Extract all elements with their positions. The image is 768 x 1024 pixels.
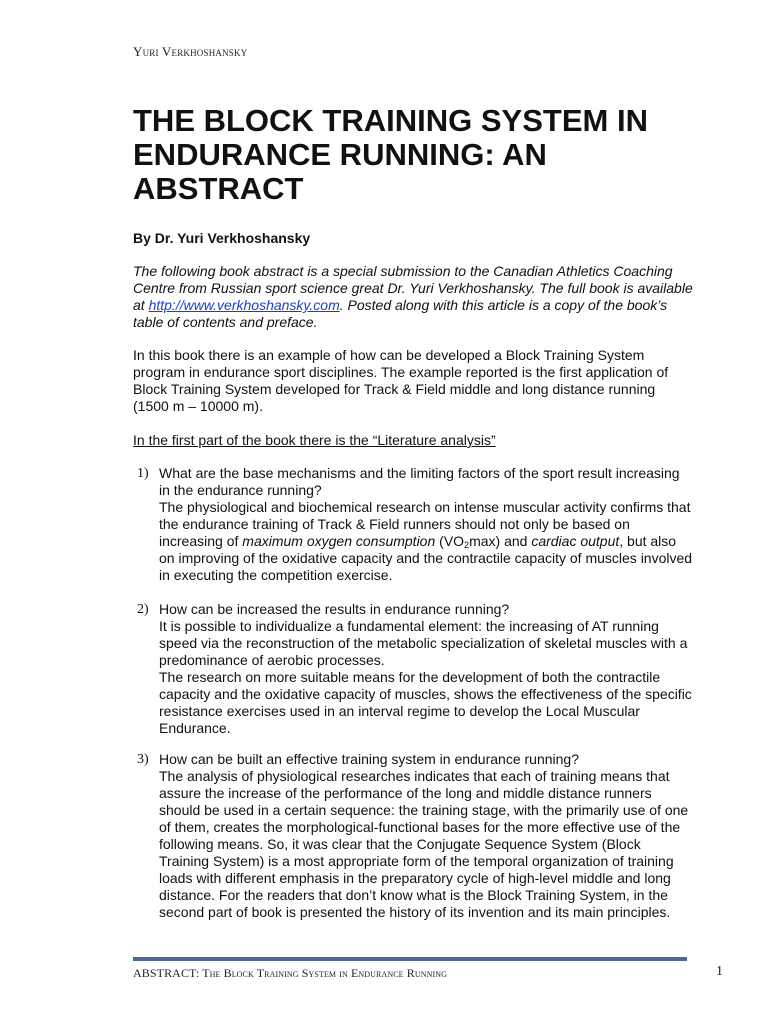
question-text: What are the base mechanisms and the limiting factors of the sport result increasing in the endurance running? [159,465,680,498]
answer-text-part: , but also on improving of the oxidative capacity and the contractile capacity of muscles involved in executing the competition exercise. [159,533,693,583]
book-description-paragraph: In this book there is an example of how can be developed a Block Training System program in endurance sport disciplines. The example reported is the first application of Block Training System developed for Track & Field middle and long distance running (1500 m – 10000 m). [133,347,669,414]
byline: By Dr. Yuri Verkhoshansky [133,230,311,246]
answer-text: The research on more suitable means for the development of both the contractile capacity and the oxidative capacity of muscles, shows the effectiveness of the specific resistance exercises used in an interval regime to develop the Local Muscular Endurance. [159,669,692,736]
item-number: 3) [137,752,149,767]
answer-text: The analysis of physiological researches indicates that each of training means that assure the increase of the performance of the long and middle distance runners should be used in a certain sequence: the training stage, with the primarily use of one of them, creates the morphological-functional bases for the more effective use of the following means. So, it was clear that the Conjugate Sequence System (Block Training System) is a most appropriate form of the temporal organization of training loads with different emphasis in the preparatory cycle of high-level middle and long distance. For the readers that don’t know what is the Block Training System, in the second part of book is presented the history of its invention and its main principles. [159,768,689,920]
answer-text-part: (VO [435,533,465,549]
question-text: How can be built an effective training system in endurance running? [159,751,579,767]
intro-text-2: . Posted along with this article is a copy of the book’s table of contents and preface. [133,297,668,330]
website-link[interactable]: http://www.verkhoshansky.com [148,297,340,313]
answer-text: It is possible to individualize a fundamental element: the increasing of AT running speed via the reconstruction of the metabolic specialization of skeletal muscles with a predominance of aerobic processes. [159,618,688,668]
footer-title: ABSTRACT: The Block Training System in Endurance Running [133,966,448,980]
question-item-2 [133,601,693,737]
answer-text [159,499,693,584]
page-number: 1 [716,964,723,979]
running-head: Yuri Verkhoshansky [133,44,248,59]
emphasis-text: cardiac output [531,533,620,549]
answer-text-part: The physiological and biochemical research on intense muscular activity confirms that the endurance training of Track & Field runners should not only be based on increasing of [159,499,691,549]
item-number: 1) [137,466,149,481]
question-item-1 [133,465,693,584]
section-heading-line: In the first part of the book there is the “Literature analysis” [133,432,496,448]
emphasis-text: maximum oxygen consumption [242,533,436,549]
subscript: 2 [464,540,470,550]
intro-text-1: The following book abstract is a special submission to the Canadian Athletics Coaching Centre from Russian sport science great Dr. Yuri Verkhoshansky. The full book is available at [133,263,693,313]
question-text: How can be increased the results in endurance running? [159,601,510,617]
intro-paragraph [133,263,693,331]
footer-rule [133,957,687,961]
question-item-3 [133,751,693,921]
document-title: THE BLOCK TRAINING SYSTEM IN ENDURANCE RUNNING: AN ABSTRACT [133,103,648,206]
answer-text-part: max) and [469,533,532,549]
item-number: 2) [137,602,149,617]
